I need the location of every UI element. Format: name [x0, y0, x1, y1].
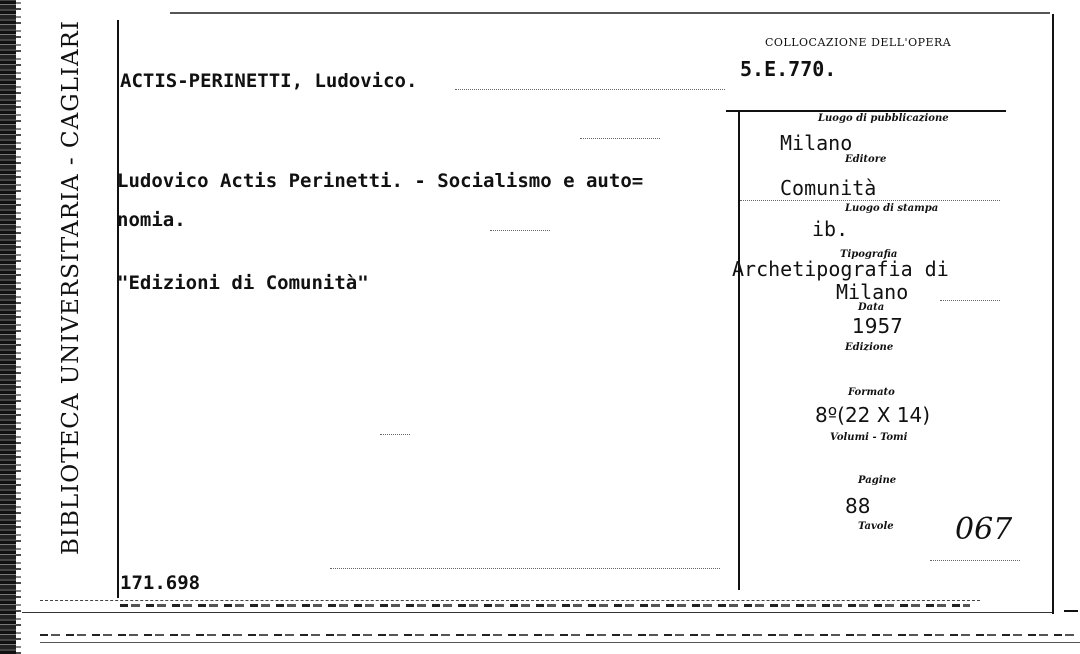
top-border: [170, 12, 1050, 14]
printer-value-line-2: Milano: [836, 280, 909, 304]
scan-noise: [40, 634, 1080, 636]
title-line-2: nomia.: [117, 209, 186, 231]
collocation-label: COLLOCAZIONE DELL'OPERA: [765, 36, 952, 49]
collocation-value: 5.E.770.: [740, 57, 837, 81]
printer-label: Tipografia: [840, 249, 898, 260]
format-value: 8º(22 X 14): [815, 403, 931, 427]
guide-line: [740, 200, 1000, 201]
volumes-label: Volumi - Tomi: [830, 432, 908, 443]
right-border: [1052, 14, 1054, 614]
place-value: Milano: [780, 131, 853, 155]
library-stamp: BIBLIOTECA UNIVERSITARIA - CAGLIARI: [58, 20, 84, 555]
details-box-left-rule: [738, 110, 740, 590]
edge-mark: [1064, 610, 1078, 612]
guide-line: [490, 230, 550, 231]
bottom-border: [22, 612, 1052, 613]
bottom-rule-dashed: [40, 600, 980, 601]
format-label: Formato: [848, 387, 895, 398]
guide-line: [940, 300, 1000, 301]
plates-label: Tavole: [858, 521, 894, 532]
place-label: Luogo di pubblicazione: [818, 113, 949, 124]
date-label: Data: [858, 302, 885, 313]
print-place-value: ib.: [812, 217, 849, 241]
edition-label: Edizione: [845, 342, 894, 353]
details-box-top-rule: [726, 110, 1006, 112]
title-line-1: Ludovico Actis Perinetti. - Socialismo e auto=: [117, 170, 644, 192]
guide-line: [380, 434, 410, 435]
series-statement: "Edizioni di Comunità": [117, 272, 369, 294]
card-edge-scan-border: [0, 0, 16, 654]
left-margin-rule: [117, 20, 119, 598]
guide-line: [930, 560, 1020, 561]
author-heading: ACTIS-PERINETTI, Ludovico.: [120, 70, 418, 92]
pages-label: Pagine: [858, 475, 897, 486]
guide-line: [455, 89, 725, 90]
scan-noise: [120, 604, 970, 607]
publisher-value: Comunità: [780, 176, 877, 200]
publisher-label: Editore: [845, 154, 887, 165]
pages-value: 88: [845, 494, 871, 518]
bottom-edge: [40, 642, 1080, 643]
print-place-label: Luogo di stampa: [845, 203, 939, 214]
printer-value-line-1: Archetipografia di: [732, 257, 949, 281]
date-value: 1957: [852, 314, 903, 338]
handwritten-note: 067: [955, 512, 1013, 547]
inventory-number: 171.698: [120, 572, 201, 594]
guide-line: [330, 568, 720, 569]
card-edge-scan-border-inner: [16, 0, 21, 654]
guide-line: [580, 138, 660, 139]
